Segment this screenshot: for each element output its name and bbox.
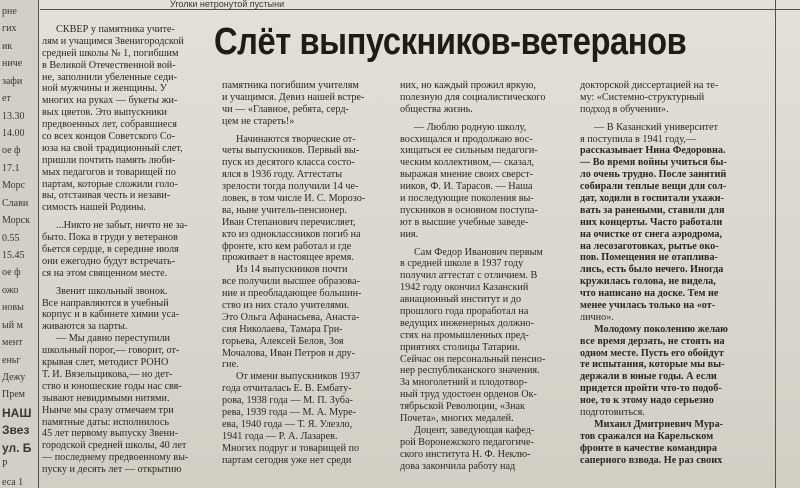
text-line: бьется сердце, в середине июля <box>42 244 179 256</box>
text-line: подготовиться. <box>580 407 645 419</box>
text-line: Почета», многих медалей. <box>400 413 514 425</box>
edge-fragment: Р <box>2 459 8 470</box>
text-line: года отчиталась Е. В. Ембату- <box>222 383 352 395</box>
text-line: памятные даты: исполнилось <box>42 416 170 428</box>
text-line: предвоенных лет, собравшиеся <box>42 119 177 131</box>
edge-fragment: ул. Б <box>2 441 32 455</box>
text-line: пов. Помещения не отаплива- <box>580 252 718 264</box>
edge-fragment: ое ф <box>2 267 21 278</box>
text-line: на очистке от снега аэродрома, <box>580 228 723 240</box>
text-line: Мочалова, Иван Петров и дру- <box>222 347 356 359</box>
text-line: Это Ольга Афанасьева, Анаста- <box>222 311 360 323</box>
left-edge-clipping <box>0 0 38 488</box>
text-line: рева, 1939 года — М. А. Муре- <box>222 407 357 419</box>
text-line: — Мы давно переступили <box>56 333 171 345</box>
text-line: саперного взвода. Не раз своих <box>580 454 723 466</box>
edge-fragment: зафи <box>2 76 23 87</box>
text-line: гие. <box>222 359 239 371</box>
text-line: пришли почтить память люби- <box>42 154 176 166</box>
text-line: крывая слет, методист РОНО <box>42 357 169 369</box>
text-line: приятиях столицы Татарии. <box>400 341 520 353</box>
text-line: кто из одноклассников погиб на <box>222 228 361 240</box>
text-line: рова, 1938 года — М. П. Зуба- <box>222 395 353 407</box>
text-line: хищаться ее сильным педагоги- <box>400 145 538 157</box>
text-line: что написано на доске. Тем не <box>580 288 719 300</box>
text-line: собирали теплые вещи для сол- <box>580 181 727 193</box>
text-line: партам, которые сложили голо- <box>42 178 178 190</box>
edge-fragment: Слави <box>2 198 29 209</box>
text-line: ...Никто не забыт, ничто не за- <box>56 220 188 232</box>
text-line: авиационный институт и до <box>400 294 522 306</box>
text-line: ялся в 1936 году. Аттестаты <box>222 169 343 181</box>
text-line: сия Николаева, Тамара Гри- <box>222 323 343 335</box>
text-line: проживает в настоящее время. <box>222 252 354 264</box>
text-line: восхищался и продолжаю вос- <box>400 133 533 145</box>
text-line: Начинаются творческие от- <box>236 133 356 145</box>
text-line: ева, 1940 года — Т. Я. Улезло, <box>222 418 353 430</box>
text-line: ния. <box>400 228 419 240</box>
text-line: получил аттестат с отличием. В <box>400 270 538 282</box>
text-line: Сейчас он персональный пенсио- <box>400 353 546 365</box>
text-line: партам сегодня уже нет среди <box>222 454 352 466</box>
text-line: они ежегодно будут встречать- <box>42 255 176 267</box>
text-line: Доцент, заведующая кафед- <box>414 424 535 436</box>
text-line: пускников в основном поступа- <box>400 204 538 216</box>
text-line: рассказывает Нина Федоровна. <box>580 145 726 157</box>
text-line: Все направляются в учебный <box>42 297 169 309</box>
edge-fragment: ое ф <box>2 145 21 156</box>
text-line: общества жизнь. <box>400 103 473 115</box>
text-line: За многолетний и плодотвор- <box>400 377 528 389</box>
text-line: дова закончила работу над <box>400 460 516 472</box>
text-line: — В Казанский университет <box>594 121 718 133</box>
text-line: ное, то к этому надо серьезно <box>580 395 714 407</box>
text-line: все время дерзать, не стоять на <box>580 335 725 347</box>
text-line: четы выпускников. Первый вы- <box>222 145 360 157</box>
text-line: ведущих инженерных должно- <box>400 317 534 329</box>
text-line: все получили высшее образова- <box>222 276 360 288</box>
article-column-1 <box>42 24 214 488</box>
text-line: ный труд удостоен орденов Ок- <box>400 389 537 401</box>
edge-fragment: рне <box>2 6 17 17</box>
text-line: Иван Степанович перечисляет, <box>222 216 356 228</box>
edge-fragment: еса 1 <box>2 477 24 488</box>
edge-fragment: мент <box>2 337 23 348</box>
edge-fragment: ый м <box>2 320 23 331</box>
edge-fragment: новы <box>2 302 24 313</box>
text-line: городской средней школы, 40 лет <box>42 440 187 452</box>
text-line: придется пройти что-то подоб- <box>580 383 722 395</box>
edge-fragment: гих <box>2 23 17 34</box>
text-line: Звенит школьный звонок. <box>56 285 168 297</box>
text-line: и последующие поколения вы- <box>400 193 534 205</box>
text-line: школьный порог,— говорит, от- <box>42 345 180 357</box>
text-line: симость нашей Родины. <box>42 202 146 214</box>
text-line: ся на этом священном месте. <box>42 267 168 279</box>
edge-fragment: Морс <box>2 180 26 191</box>
edge-fragment: ожо <box>2 285 19 296</box>
text-line: прошлого года проработал на <box>400 306 529 318</box>
text-line: со всех концов Советского Со- <box>42 131 176 143</box>
text-line: ников, Ф. И. Тарасов. — Наша <box>400 181 533 193</box>
edge-fragment: 17.1 <box>2 163 20 174</box>
text-line: полезную для социалистического <box>400 91 546 103</box>
text-line: них концерты. Часто работали <box>580 216 723 228</box>
edge-fragment: Прем <box>2 389 25 400</box>
edge-fragment: еньг <box>2 355 21 366</box>
text-line: менее училась только на «от- <box>580 300 716 312</box>
text-line: ние и преобладающее большин- <box>222 288 362 300</box>
text-line: в Великой Отечественной вой- <box>42 59 176 71</box>
edge-fragment: Морск <box>2 215 30 226</box>
text-line: цем не стареть!» <box>222 115 295 127</box>
article-column-2 <box>222 80 394 488</box>
text-line: ство и юношеские годы нас свя- <box>42 380 182 392</box>
text-line: тов сражался на Карельском <box>580 430 714 442</box>
text-line: 1941 года — Р. А. Лазарев. <box>222 430 338 442</box>
text-line: чи — «Главное, ребята, серд- <box>222 103 349 115</box>
text-line: му: «Системно-структурный <box>580 91 705 103</box>
text-line: нер республиканского значения. <box>400 365 540 377</box>
text-line: тябрьской Революции, «Знак <box>400 401 525 413</box>
text-line: 45 лет первому выпуску Звени- <box>42 428 178 440</box>
text-line: выражая мнение своих сверст- <box>400 169 534 181</box>
text-line: мых педагогов и товарищей по <box>42 166 176 178</box>
text-line: Молодому поколению желаю <box>594 323 728 335</box>
text-line: — Во время войны учиться бы- <box>580 157 727 169</box>
text-line: Из 14 выпускников почти <box>236 264 348 276</box>
edge-fragment: 14.00 <box>2 128 25 139</box>
text-line: корпус и в кабинете химии уса- <box>42 309 180 321</box>
text-line: СКВЕР у памятника учите- <box>56 24 175 35</box>
text-line: пуск из десятого класса состо- <box>222 157 355 169</box>
edge-fragment: Звез <box>2 423 30 437</box>
text-line: лично». <box>580 311 614 323</box>
text-line: средней школы № 1, погибшим <box>42 47 179 59</box>
text-line: 1942 году окончил Казанский <box>400 282 529 294</box>
text-line: Нынче мы сразу отмечаем три <box>42 404 174 416</box>
text-line: фронте в качестве командира <box>580 442 717 454</box>
text-line: живаются за парты. <box>42 321 128 333</box>
text-line: докторской диссертацией на те- <box>580 80 719 91</box>
text-line: и учащимся. Девиз нашей встре- <box>222 91 365 103</box>
text-line: вать за ранеными, ставили для <box>580 204 725 216</box>
text-line: Многих подруг и товарищей по <box>222 442 360 454</box>
text-line: юза на свой традиционный слет, <box>42 142 183 154</box>
text-line: я поступила в 1941 году,— <box>580 133 697 145</box>
edge-fragment: 13.30 <box>2 111 25 122</box>
text-line: рой Воронежского педагогиче- <box>400 436 534 448</box>
text-line: дат, ходили в госпитали ухажи- <box>580 193 724 205</box>
text-line: ют в высшие учебные заведе- <box>400 216 529 228</box>
text-line: От имени выпускников 1937 <box>236 371 361 383</box>
text-line: ского института Н. Ф. Неклю- <box>400 448 531 460</box>
edge-fragment: ик <box>2 41 13 52</box>
text-line: них, но каждый прожил яркую, <box>400 80 536 91</box>
masthead-strip: Уголки нетронутой пустыни <box>170 0 285 9</box>
text-line: Т. И. Вязельщикова,— но дет- <box>42 368 173 380</box>
edge-fragment: Дежу <box>2 372 26 383</box>
text-line: держали в юные годы. А если <box>580 371 717 383</box>
text-line: зывают невидимыми нитями. <box>42 392 170 404</box>
text-line: Сам Федор Иванович первым <box>414 246 543 258</box>
edge-fragment: 15.45 <box>2 250 25 261</box>
text-line: те испытания, которые мы вы- <box>580 359 725 371</box>
text-line: в средней школе в 1937 году <box>400 258 524 270</box>
text-line: ло очень трудно. После занятий <box>580 169 727 181</box>
edge-fragment: ет <box>2 93 11 104</box>
text-line: — Люблю родную школу, <box>414 121 527 133</box>
text-line: кружилась голова, не видела, <box>580 276 716 288</box>
text-line: ловек, в том числе И. С. Морозо- <box>222 193 366 205</box>
article-headline: Слёт выпускников-ветеранов <box>214 21 687 63</box>
edge-fragment: НАШ <box>2 406 32 420</box>
article-column-4 <box>580 80 756 488</box>
text-line: лись, есть было нечего. Иногда <box>580 264 724 276</box>
column-rule-right <box>775 0 776 488</box>
column-rule-left <box>38 0 39 488</box>
text-line: ческим коллективом,— сказал, <box>400 157 535 169</box>
text-line: многих на руках — букеты жи- <box>42 95 178 107</box>
text-line: — последнему предвоенному вы- <box>42 452 189 464</box>
text-line: ство из них стало учителями. <box>222 300 350 312</box>
text-line: не, заполнили убеленные седи- <box>42 71 177 83</box>
edge-fragment: ниче <box>2 58 23 69</box>
text-line: горьева, Алексей Белов, Зоя <box>222 335 344 347</box>
text-line: Михаил Дмитриевич Мура- <box>594 418 724 430</box>
text-line: ной мужчины и женщины. У <box>42 83 167 95</box>
edge-fragment: 0.55 <box>2 233 20 244</box>
text-line: подход в обучении». <box>580 103 669 115</box>
text-line: вых цветов. Это выпускники <box>42 107 167 119</box>
text-line: лям и учащимся Звенигородской <box>42 35 184 47</box>
text-line: ва, ныне учитель-пенсионер. <box>222 204 347 216</box>
text-line: быто. Пока в груди у ветеранов <box>42 232 178 244</box>
text-line: стях на промышленных пред- <box>400 329 529 341</box>
text-line: памятника погибшим учителям <box>222 80 359 91</box>
text-line: пуску и десять лет — открытию <box>42 464 182 476</box>
article-column-3 <box>400 80 572 488</box>
text-line: одном месте. Пусть его обойдут <box>580 347 724 359</box>
text-line: вы, отстаивая честь и незави- <box>42 190 171 202</box>
text-line: фронте, кто кем работал и где <box>222 240 352 252</box>
text-line: на лесозаготовках, рытье око- <box>580 240 719 252</box>
text-line: зрелости тогда получили 14 че- <box>222 181 359 193</box>
